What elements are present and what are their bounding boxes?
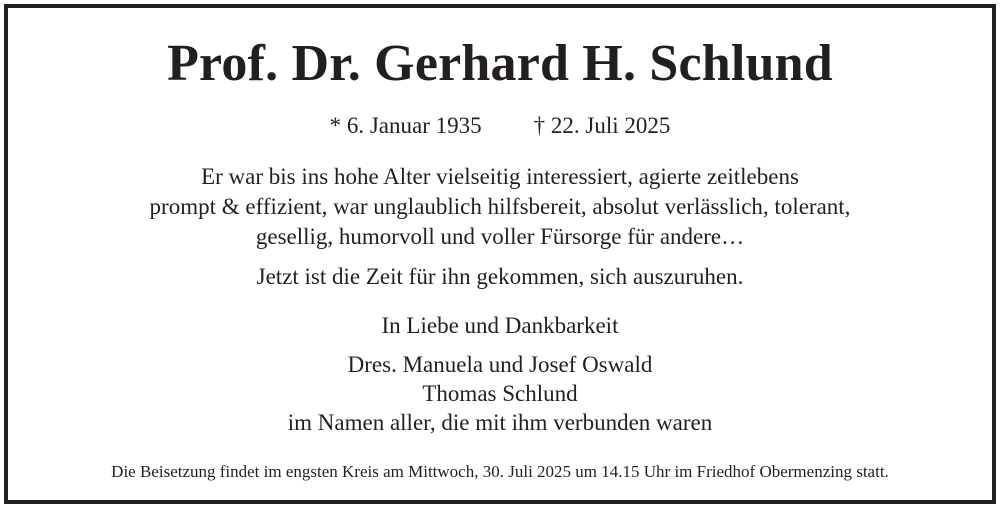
deceased-name: Prof. Dr. Gerhard H. Schlund	[167, 35, 833, 92]
life-dates	[8, 112, 992, 140]
signer-line: Dres. Manuela und Josef Oswald	[347, 352, 653, 377]
tribute-text	[8, 162, 992, 252]
closing-phrase: In Liebe und Dankbarkeit	[381, 313, 619, 338]
signer-line: Thomas Schlund	[422, 381, 578, 406]
death-date: † 22. Juli 2025	[533, 113, 671, 138]
tribute-line: gesellig, humorvoll und voller Fürsorge für andere…	[255, 224, 745, 249]
tribute-line: prompt & effizient, war unglaublich hilfsbereit, absolut verlässlich, tolerant,	[149, 194, 851, 219]
signer-line: im Namen aller, die mit ihm verbunden waren	[287, 410, 713, 435]
signers	[8, 350, 992, 437]
funeral-info: Die Beisetzung findet im engsten Kreis am Mittwoch, 30. Juli 2025 um 14.15 Uhr im Friedhof Obermenzing statt.	[111, 462, 889, 481]
tribute-line: Er war bis ins hohe Alter vielseitig interessiert, agierte zeitlebens	[201, 164, 799, 189]
birth-date: * 6. Januar 1935	[329, 113, 482, 138]
rest-line: Jetzt ist die Zeit für ihn gekommen, sich auszuruhen.	[256, 264, 744, 289]
obituary-notice	[4, 4, 996, 504]
